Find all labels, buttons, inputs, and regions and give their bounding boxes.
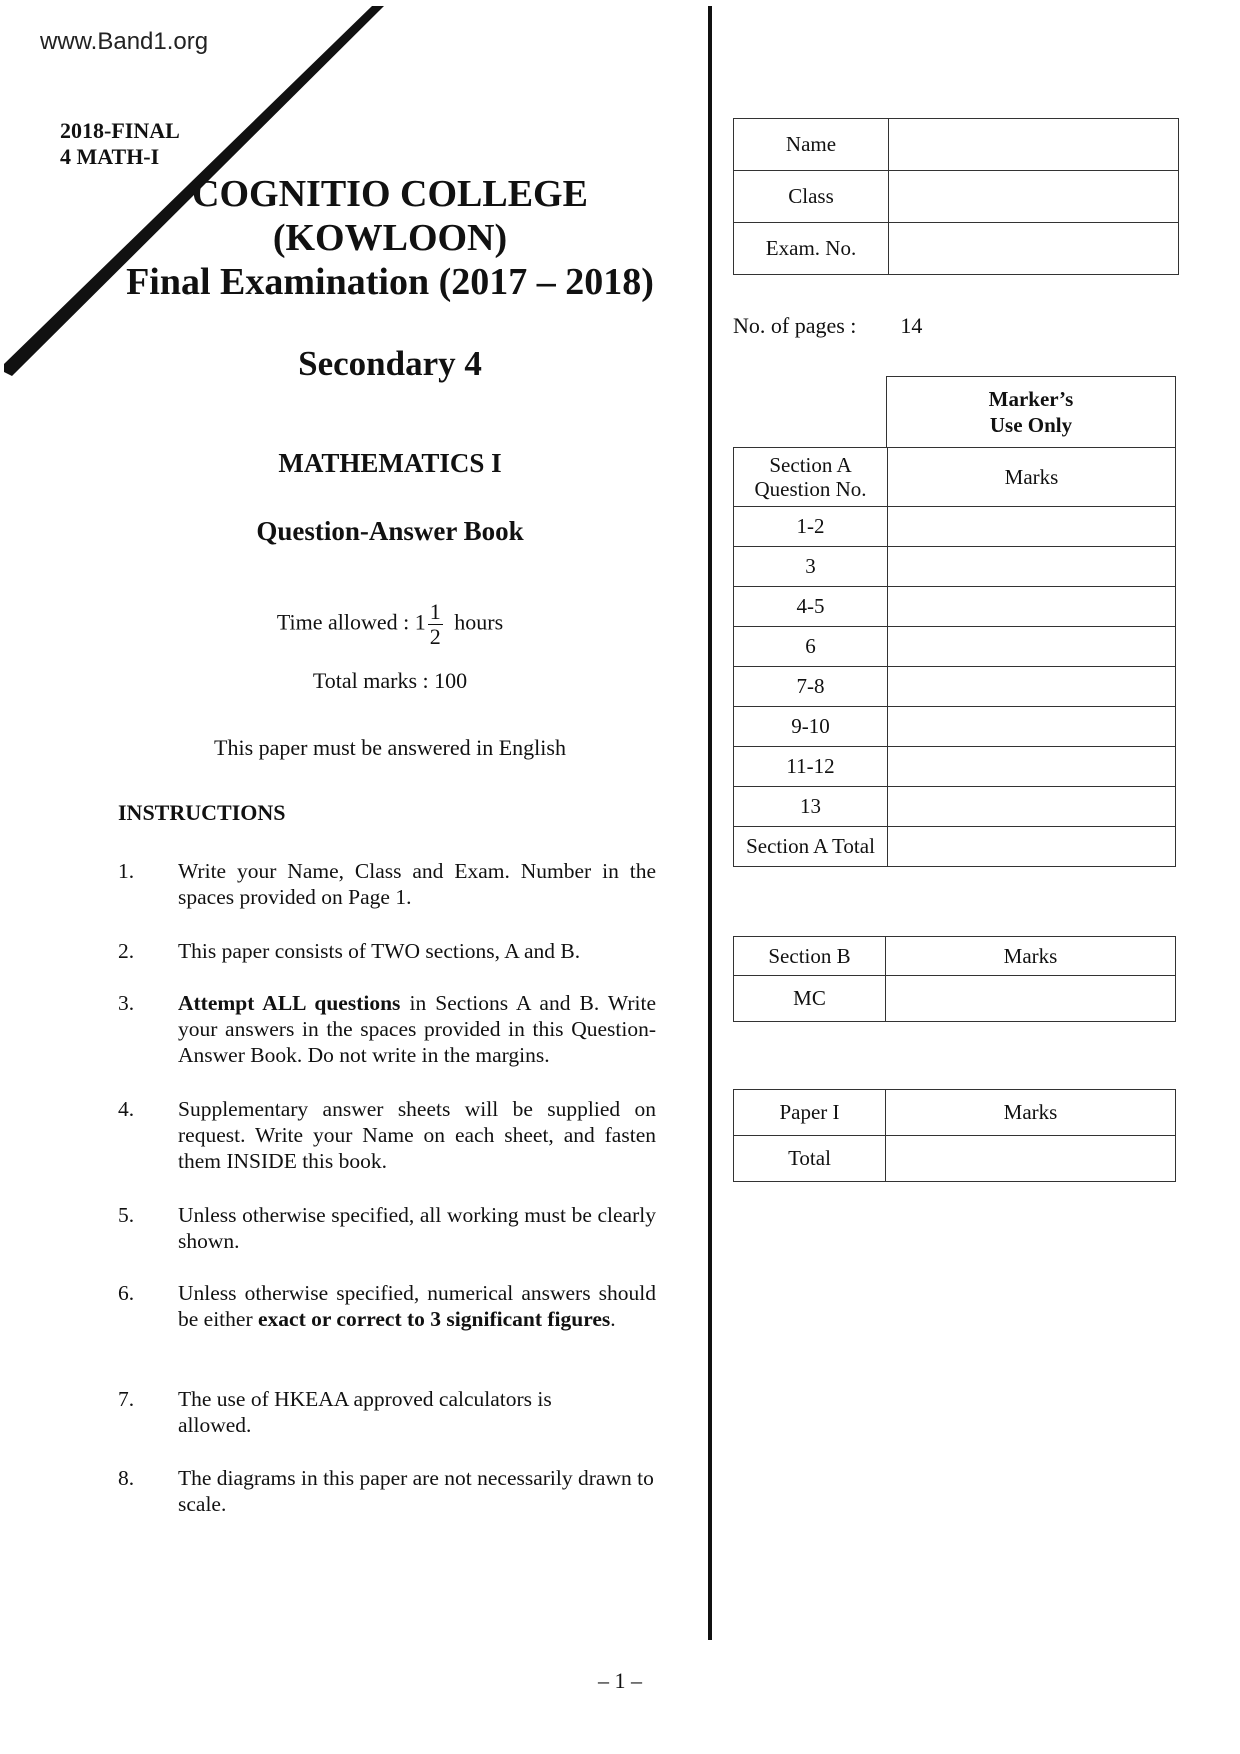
mc-marks-cell[interactable] — [886, 976, 1176, 1022]
instruction-text: Unless otherwise specified, numerical answers should be either exact or correct to 3 significant figures. — [178, 1281, 656, 1331]
time-allowed-suffix: hours — [454, 609, 504, 635]
table-header-row — [734, 1090, 1176, 1136]
exam-number-field[interactable] — [889, 223, 1179, 275]
instruction-text: The diagrams in this paper are not necessarily drawn to scale. — [178, 1466, 654, 1516]
pages-label: No. of pages : — [733, 313, 857, 338]
instruction-number: 6. — [118, 1281, 135, 1305]
class-field[interactable] — [889, 171, 1179, 223]
time-fraction — [428, 600, 443, 649]
question-number: 13 — [734, 787, 888, 827]
paper-total-table — [733, 1089, 1176, 1182]
question-number: 1-2 — [734, 507, 888, 547]
number-of-pages — [733, 313, 922, 339]
question-number: 11-12 — [734, 747, 888, 787]
section-a-total-label: Section A Total — [734, 827, 888, 867]
pages-value: 14 — [900, 313, 923, 338]
instruction-number: 1. — [118, 859, 135, 883]
candidate-label: Exam. No. — [734, 223, 889, 275]
school-location: (KOWLOON) — [272, 217, 508, 259]
instruction-item — [118, 1280, 656, 1332]
table-row — [734, 787, 1176, 827]
instruction-number: 8. — [118, 1466, 135, 1490]
marks-cell[interactable] — [888, 667, 1176, 707]
question-number: 7-8 — [734, 667, 888, 707]
table-row — [734, 976, 1176, 1022]
instruction-emphasis: Attempt ALL questions — [178, 991, 401, 1015]
candidate-row-exam-no — [734, 223, 1179, 275]
instruction-number: 4. — [118, 1097, 135, 1121]
table-row — [734, 707, 1176, 747]
subject-title: MATHEMATICS I — [278, 448, 502, 478]
marks-cell[interactable] — [888, 787, 1176, 827]
instruction-number: 3. — [118, 991, 135, 1015]
section-a-marks-table — [733, 447, 1176, 867]
language-note: This paper must be answered in English — [214, 735, 566, 760]
instruction-item — [118, 1386, 588, 1438]
table-row — [734, 1136, 1176, 1182]
instruction-number: 5. — [118, 1203, 135, 1227]
mc-label: MC — [734, 976, 886, 1022]
instruction-text: Attempt ALL questions in Sections A and B. Write your answers in the spaces provided in this Question-Answer Book. Do not write in the margins. — [178, 991, 656, 1067]
instruction-item — [118, 1096, 656, 1174]
question-number: 9-10 — [734, 707, 888, 747]
marks-cell[interactable] — [888, 747, 1176, 787]
section-b-marks-table — [733, 936, 1176, 1022]
marks-cell[interactable] — [888, 627, 1176, 667]
instruction-item — [118, 990, 656, 1068]
marks-cell[interactable] — [888, 707, 1176, 747]
question-number: 4-5 — [734, 587, 888, 627]
section-a-total-cell[interactable] — [888, 827, 1176, 867]
exam-title: Final Examination (2017 – 2018) — [126, 261, 654, 303]
candidate-row-name — [734, 119, 1179, 171]
instructions-heading: INSTRUCTIONS — [118, 800, 286, 825]
candidate-info-table — [733, 118, 1179, 275]
instruction-text: Write your Name, Class and Exam. Number in the spaces provided on Page 1. — [178, 859, 656, 909]
total-marks-cell[interactable] — [886, 1136, 1176, 1182]
section-b-header: Section B — [734, 937, 886, 976]
paper-code-line-2: 4 MATH-I — [60, 144, 160, 169]
instruction-text: Supplementary answer sheets will be supplied on request. Write your Name on each sheet, and fasten them INSIDE this book. — [178, 1097, 656, 1173]
instruction-text: This paper consists of TWO sections, A and B. — [178, 939, 581, 963]
section-a-question-header: Section A Question No. — [734, 448, 888, 507]
section-a-total-row — [734, 827, 1176, 867]
total-marks: Total marks : 100 — [312, 668, 468, 693]
table-row — [734, 747, 1176, 787]
instruction-text: The use of HKEAA approved calculators is allowed. — [178, 1387, 552, 1437]
marks-header: Marks — [886, 1090, 1176, 1136]
marks-header: Marks — [888, 448, 1176, 507]
page-divider-line — [708, 6, 712, 1640]
instruction-number: 7. — [118, 1387, 135, 1411]
instruction-text: Unless otherwise specified, all working must be clearly shown. — [178, 1203, 656, 1253]
page-number: – 1 – — [598, 1668, 642, 1693]
question-number: 6 — [734, 627, 888, 667]
candidate-label: Name — [734, 119, 889, 171]
paper-code-line-1: 2018-FINAL — [60, 118, 180, 143]
table-row — [734, 627, 1176, 667]
total-label: Total — [734, 1136, 886, 1182]
instruction-item — [118, 938, 656, 964]
table-row — [734, 507, 1176, 547]
marks-header: Marks — [886, 937, 1176, 976]
school-name: COGNITIO COLLEGE — [192, 173, 588, 215]
marks-cell[interactable] — [888, 547, 1176, 587]
marker-use-only-header: Marker’s Use Only — [886, 376, 1176, 447]
time-allowed-prefix: Time allowed : 1 — [276, 609, 426, 635]
paper-header: Paper I — [734, 1090, 886, 1136]
instruction-number: 2. — [118, 939, 135, 963]
table-row — [734, 667, 1176, 707]
candidate-row-class — [734, 171, 1179, 223]
marks-cell[interactable] — [888, 587, 1176, 627]
name-field[interactable] — [889, 119, 1179, 171]
candidate-label: Class — [734, 171, 889, 223]
instruction-item — [118, 858, 656, 910]
table-row — [734, 587, 1176, 627]
time-allowed — [100, 600, 680, 649]
level-title: Secondary 4 — [298, 344, 482, 383]
question-number: 3 — [734, 547, 888, 587]
school-title — [100, 172, 680, 304]
instruction-emphasis: exact or correct to 3 significant figures — [258, 1307, 611, 1331]
watermark-url: www.Band1.org — [40, 28, 209, 55]
table-header-row — [734, 937, 1176, 976]
instruction-item — [118, 1465, 656, 1517]
fraction-denominator: 2 — [429, 624, 441, 649]
book-title: Question-Answer Book — [256, 516, 524, 546]
table-header-row — [734, 448, 1176, 507]
fraction-numerator: 1 — [429, 599, 441, 624]
instruction-item — [118, 1202, 656, 1254]
table-row — [734, 547, 1176, 587]
marks-cell[interactable] — [888, 507, 1176, 547]
